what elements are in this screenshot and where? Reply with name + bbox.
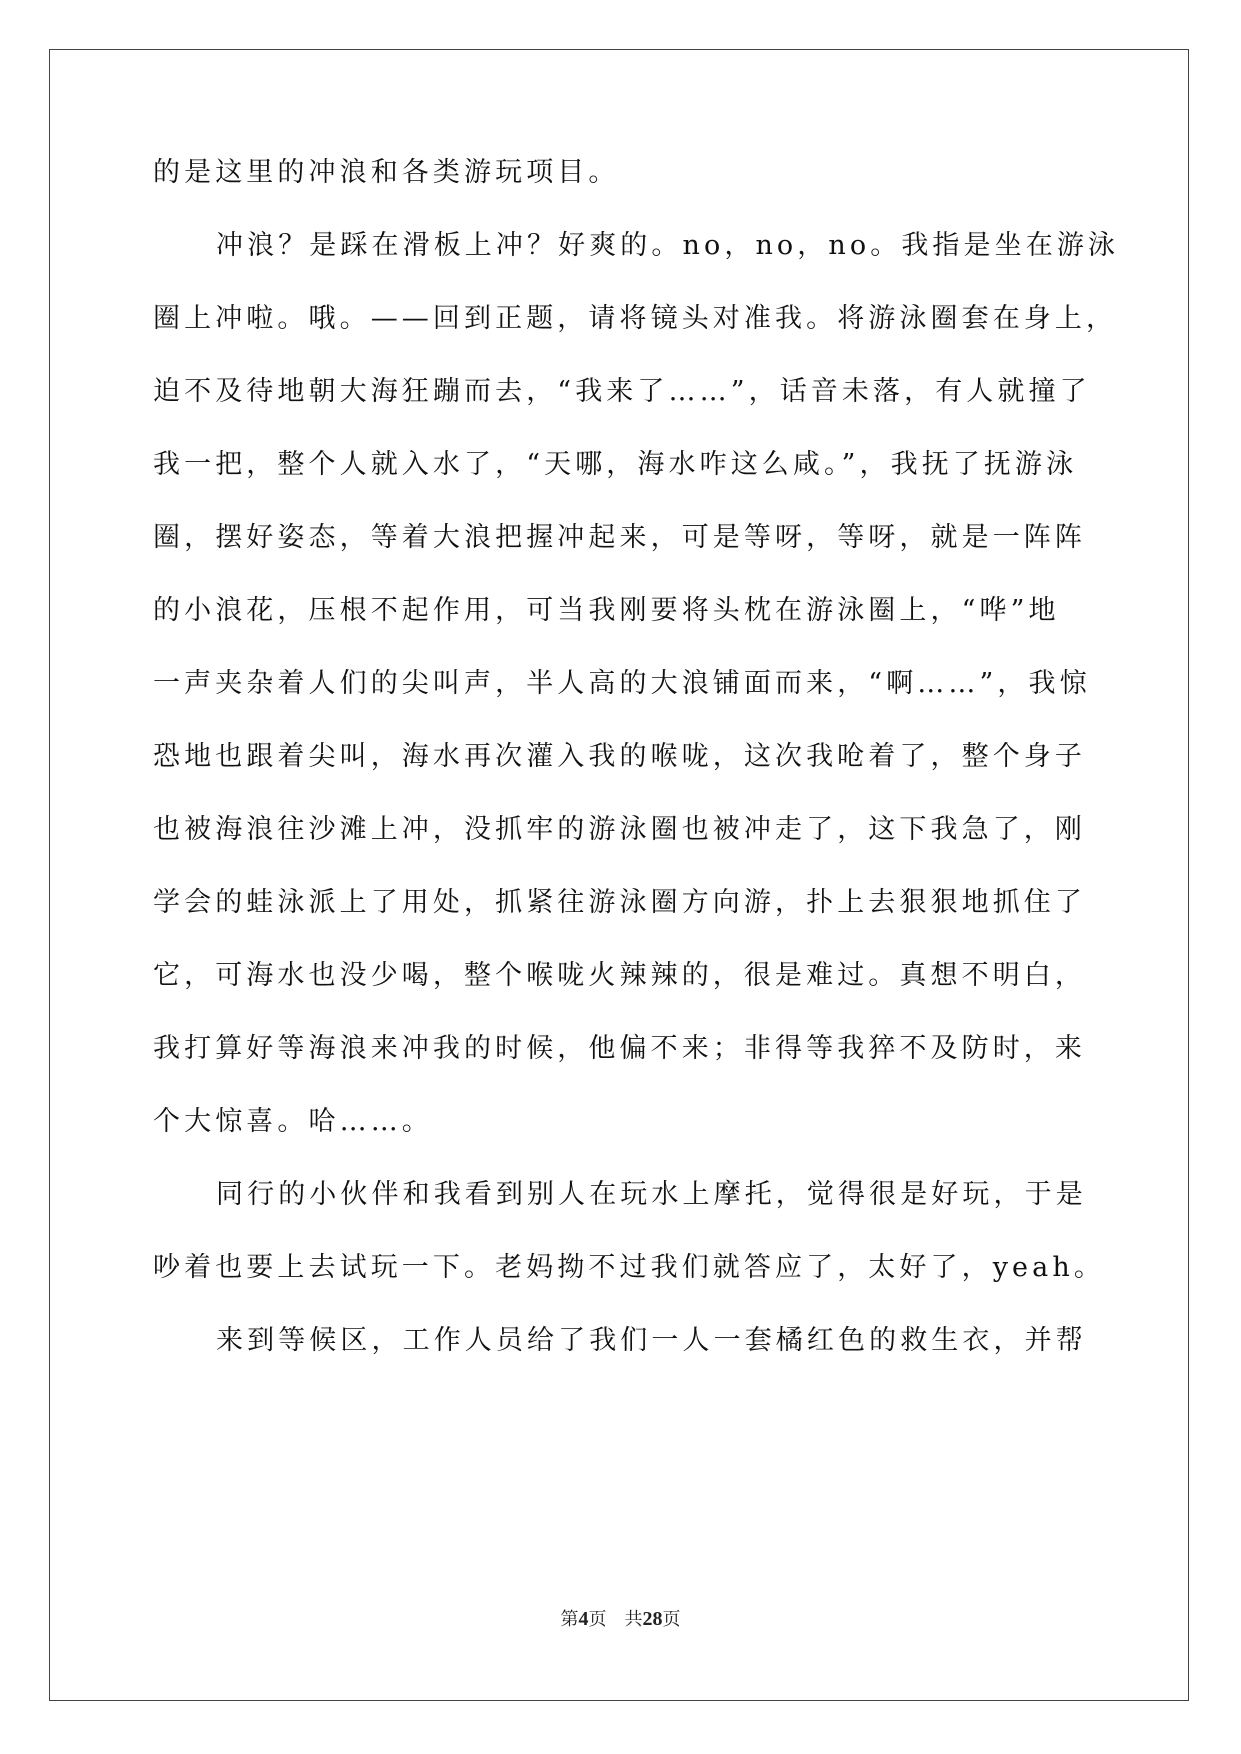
footer-suffix: 页 — [662, 1609, 681, 1630]
text-line: 也被海浪往沙滩上冲，没抓牢的游泳圈也被冲走了，这下我急了，刚 — [153, 814, 1086, 845]
text-line: 学会的蛙泳派上了用处，抓紧往游泳圈方向游，扑上去狠狠地抓住了 — [153, 887, 1086, 918]
footer-prefix: 第 — [560, 1609, 579, 1630]
text-line: 恐地也跟着尖叫，海水再次灌入我的喉咙，这次我呛着了，整个身子 — [153, 741, 1086, 772]
footer-mid: 页 共 — [588, 1609, 643, 1630]
text-line: 我一把，整个人就入水了，“天哪，海水咋这么咸。”，我抚了抚游泳 — [153, 449, 1078, 480]
page-footer — [0, 1605, 1241, 1631]
current-page-number: 4 — [578, 1608, 589, 1630]
text-line: 来到等候区，工作人员给了我们一人一套橘红色的救生衣，并帮 — [216, 1325, 1087, 1356]
text-line: 我打算好等海浪来冲我的时候，他偏不来；非得等我猝不及防时，来 — [153, 1033, 1086, 1064]
total-page-count: 28 — [642, 1608, 663, 1630]
text-line: 它，可海水也没少喝，整个喉咙火辣辣的，很是难过。真想不明白， — [153, 960, 1086, 991]
text-line: 个大惊喜。哈……。 — [153, 1106, 433, 1137]
text-line: 同行的小伙伴和我看到别人在玩水上摩托，觉得很是好玩，于是 — [216, 1179, 1087, 1210]
text-line: 圈，摆好姿态，等着大浪把握冲起来，可是等呀，等呀，就是一阵阵 — [153, 522, 1086, 553]
text-line: 圈上冲啦。哦。——回到正题，请将镜头对准我。将游泳圈套在身上， — [153, 303, 1118, 334]
text-line: 迫不及待地朝大海狂蹦而去，“我来了……”，话音未落，有人就撞了 — [153, 376, 1091, 407]
text-line: 一声夹杂着人们的尖叫声，半人高的大浪铺面而来，“啊……”，我惊 — [153, 668, 1091, 699]
text-line: 冲浪？是踩在滑板上冲？好爽的。no，no，no。我指是坐在游泳 — [216, 230, 1120, 261]
page-border — [49, 49, 1189, 1701]
text-line: 的是这里的冲浪和各类游玩项目。 — [153, 157, 620, 188]
text-line: 吵着也要上去试玩一下。老妈拗不过我们就答应了，太好了，yeah。 — [153, 1252, 1105, 1283]
text-line: 的小浪花，压根不起作用，可当我刚要将头枕在游泳圈上，“哗”地 — [153, 595, 1060, 626]
